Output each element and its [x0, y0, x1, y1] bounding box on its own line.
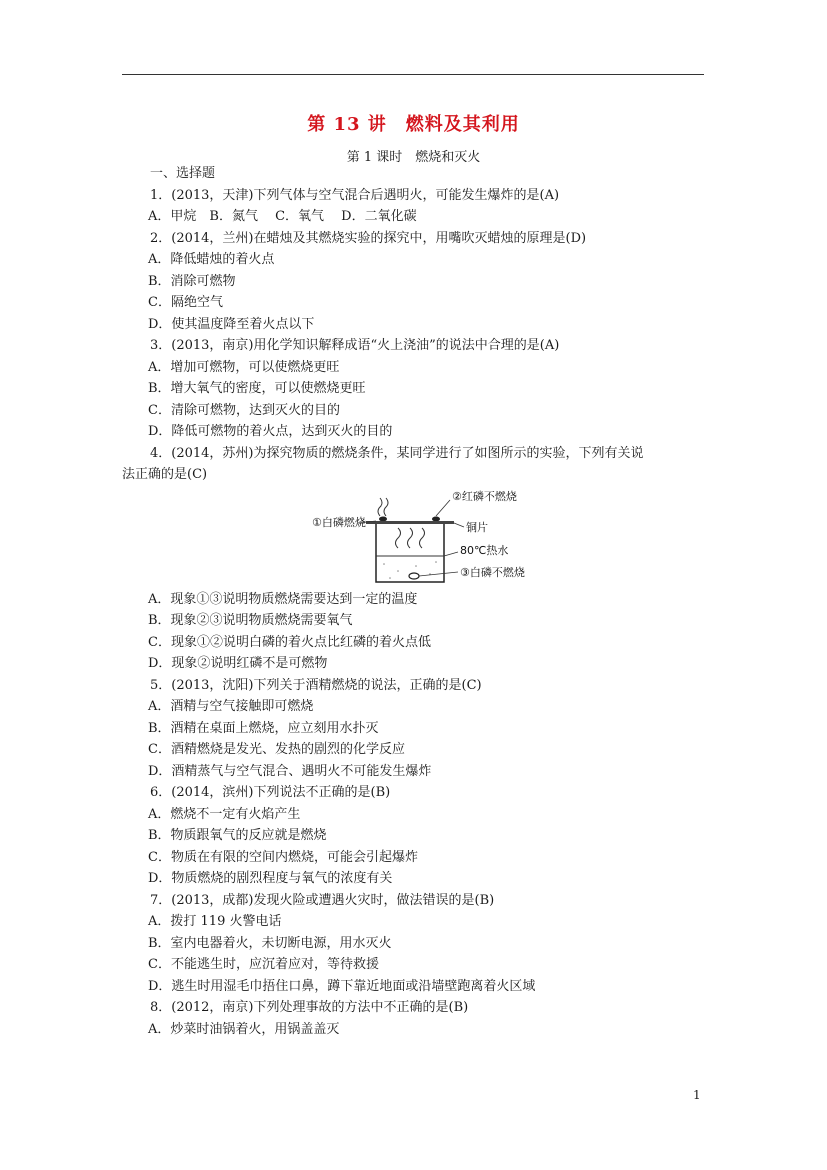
answer-option: B．酒精在桌面上燃烧，应立刻用水扑灭 — [148, 720, 379, 736]
label-red-phosphorus: ②红磷不燃烧 — [452, 489, 517, 503]
answer-option: D．降低可燃物的着火点，达到灭火的目的 — [148, 424, 393, 439]
answer-option: C．物质在有限的空间内燃烧，可能会引起爆炸 — [148, 849, 418, 865]
smoke-line — [378, 498, 382, 516]
heat-wave — [408, 528, 413, 548]
heat-wave — [396, 528, 401, 548]
red-phosphorus — [432, 516, 440, 521]
answer-option: C．现象①②说明白磷的着火点比红磷的着火点低 — [148, 634, 431, 650]
answer-option: A．燃烧不一定有火焰产生 — [148, 806, 301, 822]
answer-option: A．降低蜡烛的着火点 — [148, 252, 275, 267]
question-stem: 6．(2014，滨州)下列说法不正确的是(B) — [150, 785, 391, 800]
answer-option: A．甲烷 B．氮气 C．氧气 D．二氧化碳 — [148, 209, 417, 224]
answer-option: A．酒精与空气接触即可燃烧 — [148, 699, 314, 714]
answer-option: A．增加可燃物，可以使燃烧更旺 — [148, 359, 340, 375]
beaker — [376, 524, 444, 582]
page-title: 第 13 讲 燃料及其利用 — [307, 114, 520, 135]
label-underwater-phosphorus: ③白磷不燃烧 — [460, 565, 525, 579]
answer-option: D．酒精蒸气与空气混合、遇明火不可能发生爆炸 — [148, 763, 432, 779]
answer-option: D．物质燃烧的剧烈程度与氧气的浓度有关 — [148, 871, 393, 886]
answer-option: A．拨打 119 火警电话 — [148, 914, 282, 929]
questions-block-1 — [122, 185, 706, 486]
answer-option: A．炒菜时油锅着火，用锅盖盖灭 — [148, 1021, 340, 1037]
questions-block-2 — [150, 589, 706, 1041]
answer-option: B．现象②③说明物质燃烧需要氧气 — [148, 613, 353, 628]
question-stem: 8．(2012，南京)下列处理事故的方法中不正确的是(B) — [150, 1000, 469, 1015]
experiment-figure — [150, 486, 706, 589]
header-rule — [122, 74, 704, 75]
heat-wave — [420, 528, 425, 548]
answer-option: D．使其温度降至着火点以下 — [148, 316, 315, 332]
answer-option: B．增大氧气的密度，可以使燃烧更旺 — [148, 381, 366, 396]
leader-line — [454, 523, 464, 527]
copper-plate — [366, 521, 454, 524]
answer-option: D．现象②说明红磷不是可燃物 — [148, 656, 328, 671]
answer-option: D．逃生时用湿毛巾捂住口鼻，蹲下靠近地面或沿墙壁跑离着火区域 — [148, 978, 536, 994]
answer-option: C．不能逃生时，应沉着应对，等待救援 — [148, 957, 379, 972]
answer-option: C．酒精燃烧是发光、发热的剧烈的化学反应 — [148, 742, 405, 757]
question-stem: 2．(2014，兰州)在蜡烛及其燃烧实验的探究中，用嘴吹灭蜡烛的原理是(D) — [150, 230, 587, 246]
white-phosphorus-top — [379, 516, 387, 521]
label-hot-water: 80℃热水 — [460, 543, 509, 557]
smoke-line — [384, 498, 388, 516]
question-content — [122, 163, 706, 1040]
question-stem: 7．(2013，成都)发现火险或遭遇火灾时，做法错误的是(B) — [150, 892, 495, 908]
answer-option: A．现象①③说明物质燃烧需要达到一定的温度 — [148, 591, 418, 607]
page-subtitle: 第 1 课时 燃烧和灭火 — [346, 150, 481, 165]
question-stem: 3．(2013，南京)用化学知识解释成语“火上浇油”的说法中合理的是(A) — [150, 338, 560, 353]
question-stem: 4．(2014，苏州)为探究物质的燃烧条件，某同学进行了如图所示的实验，下列有关说 — [150, 445, 644, 461]
answer-option: B．消除可燃物 — [148, 273, 236, 289]
white-phosphorus-underwater — [409, 573, 419, 579]
section-heading: 一、选择题 — [150, 166, 216, 181]
burning-experiment-diagram — [312, 486, 568, 589]
leader-line — [419, 572, 458, 576]
question-stem-continuation: 法正确的是(C) — [122, 467, 208, 482]
label-white-phosphorus-burning: ①白磷燃烧 — [312, 515, 366, 529]
water-dots — [383, 561, 437, 579]
leader-line — [436, 500, 450, 516]
page-number: 1 — [693, 1088, 701, 1102]
label-copper: 铜片 — [466, 520, 488, 534]
question-stem: 5．(2013，沈阳)下列关于酒精燃烧的说法，正确的是(C) — [150, 677, 482, 693]
answer-option: C．清除可燃物，达到灭火的目的 — [148, 402, 340, 418]
answer-option: B．物质跟氧气的反应就是燃烧 — [148, 828, 327, 843]
answer-option: C．隔绝空气 — [148, 295, 223, 310]
question-stem: 1．(2013，天津)下列气体与空气混合后遇明火，可能发生爆炸的是(A) — [150, 187, 560, 203]
leader-line — [444, 552, 458, 556]
answer-option: B．室内电器着火，未切断电源，用水灭火 — [148, 935, 392, 951]
